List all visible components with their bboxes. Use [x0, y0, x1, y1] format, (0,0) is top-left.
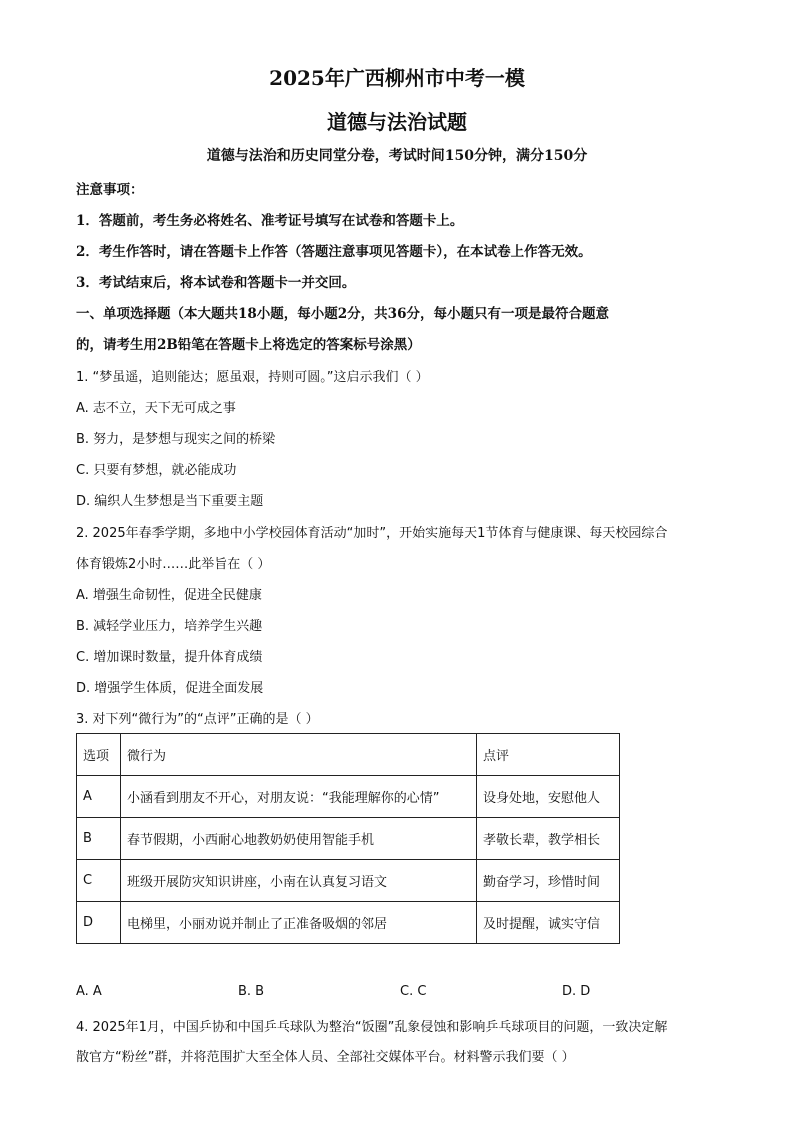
table-row	[77, 860, 620, 902]
question-1-option-a: A. 志不立，天下无可成之事	[76, 401, 236, 416]
section-heading: 一、单项选择题（本大题共18小题，每小题2分，共36分，每小题只有一项是最符合题意	[76, 306, 609, 322]
table-cell: D	[77, 902, 121, 944]
question-1-option-c: C. 只要有梦想，就必能成功	[76, 463, 237, 478]
question-3-option-a: A. A	[76, 984, 102, 999]
table-cell: 班级开展防灾知识讲座，小南在认真复习语文	[121, 860, 477, 902]
question-3-table	[76, 733, 620, 944]
subject-title: 道德与法治试题	[327, 110, 467, 134]
notice-item: 3．考试结束后，将本试卷和答题卡一并交回。	[76, 275, 356, 291]
table-cell: A	[77, 776, 121, 818]
table-header-cell: 点评	[477, 734, 620, 776]
question-1-stem: 1. “梦虽遥，追则能达；愿虽艰，持则可圆。”这启示我们（ ）	[76, 370, 429, 385]
question-4-stem-cont: 散官方“粉丝”群，并将范围扩大至全体人员、全部社交媒体平台。材料警示我们要（ ）	[76, 1050, 575, 1065]
table-cell: C	[77, 860, 121, 902]
table-cell: 孝敬长辈，教学相长	[477, 818, 620, 860]
table-header-cell: 微行为	[121, 734, 477, 776]
exam-subtitle: 道德与法治和历史同堂分卷，考试时间150分钟，满分150分	[206, 148, 588, 164]
question-2-option-d: D. 增强学生体质，促进全面发展	[76, 681, 264, 696]
table-header-row	[77, 734, 620, 776]
question-3-option-c: C. C	[400, 984, 427, 999]
exam-title: 2025年广西柳州市中考一模	[269, 66, 525, 90]
table-cell: 电梯里，小丽劝说并制止了正准备吸烟的邻居	[121, 902, 477, 944]
question-2-option-c: C. 增加课时数量，提升体育成绩	[76, 650, 263, 665]
notice-item: 2．考生作答时，请在答题卡上作答（答题注意事项见答题卡），在本试卷上作答无效。	[76, 244, 592, 260]
table-row	[77, 776, 620, 818]
table-cell: 春节假期，小西耐心地教奶奶使用智能手机	[121, 818, 477, 860]
table-row	[77, 902, 620, 944]
question-1-option-b: B. 努力，是梦想与现实之间的桥梁	[76, 432, 276, 447]
table-row	[77, 818, 620, 860]
question-2-stem: 2. 2025年春季学期，多地中小学校园体育活动“加时”，开始实施每天1节体育与健康课、每天校园综合	[76, 526, 668, 541]
notice-item: 1．答题前，考生务必将姓名、准考证号填写在试卷和答题卡上。	[76, 213, 464, 229]
question-3-option-d: D. D	[562, 984, 591, 999]
question-2-option-b: B. 减轻学业压力，培养学生兴趣	[76, 619, 263, 634]
question-3-option-b: B. B	[238, 984, 265, 999]
question-1-option-d: D. 编织人生梦想是当下重要主题	[76, 494, 264, 509]
table-cell: B	[77, 818, 121, 860]
table-cell: 设身处地，安慰他人	[477, 776, 620, 818]
question-2-stem-cont: 体育锻炼2小时……此举旨在（ ）	[76, 557, 271, 572]
question-3-stem: 3. 对下列“微行为”的“点评”正确的是（ ）	[76, 712, 319, 727]
section-heading-cont: 的，请考生用2B铅笔在答题卡上将选定的答案标号涂黑）	[76, 337, 421, 353]
question-2-option-a: A. 增强生命韧性，促进全民健康	[76, 588, 262, 603]
table-cell: 勤奋学习，珍惜时间	[477, 860, 620, 902]
notice-heading: 注意事项：	[76, 182, 144, 198]
table-cell: 及时提醒，诚实守信	[477, 902, 620, 944]
question-4-stem: 4. 2025年1月，中国乒协和中国乒乓球队为整治“饭圈”乱象侵蚀和影响乒乓球项目的问题，一致决定解	[76, 1020, 668, 1035]
table-cell: 小涵看到朋友不开心，对朋友说：“我能理解你的心情”	[121, 776, 477, 818]
table-header-cell: 选项	[77, 734, 121, 776]
